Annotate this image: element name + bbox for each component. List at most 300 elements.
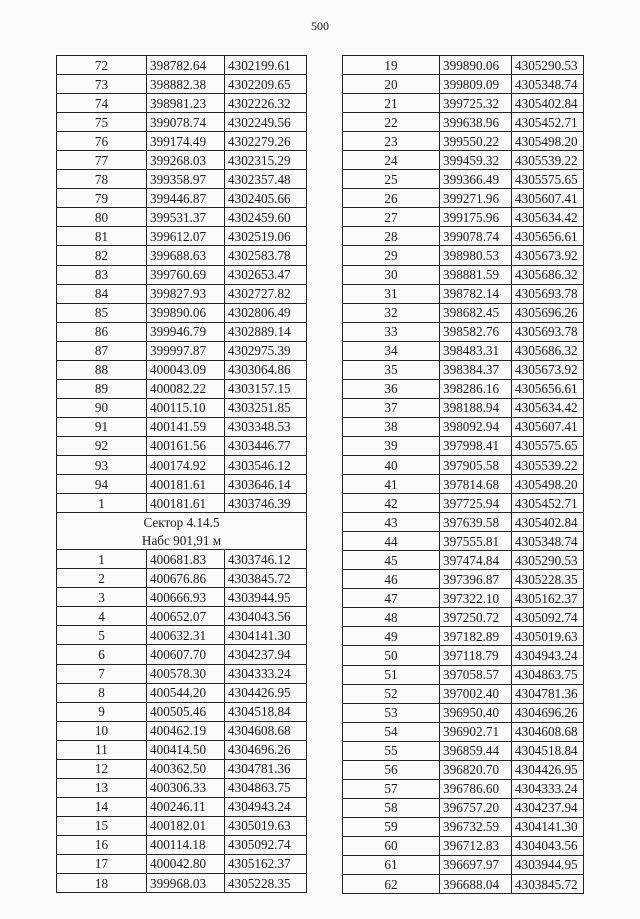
point-number-cell: 50 bbox=[343, 646, 440, 665]
table-row bbox=[57, 683, 307, 702]
table-row bbox=[343, 570, 584, 589]
point-number-cell: 3 bbox=[57, 588, 147, 607]
x-coordinate-cell: 400114.18 bbox=[147, 835, 225, 854]
y-coordinate-cell: 4304781.36 bbox=[512, 684, 584, 703]
table-row bbox=[343, 284, 584, 303]
x-coordinate-cell: 398782.64 bbox=[147, 56, 225, 75]
point-number-cell: 4 bbox=[57, 607, 147, 626]
x-coordinate-cell: 396820.70 bbox=[440, 760, 512, 779]
point-number-cell: 79 bbox=[57, 189, 147, 208]
table-row bbox=[57, 455, 307, 474]
point-number-cell: 17 bbox=[57, 854, 147, 873]
table-row bbox=[57, 569, 307, 588]
y-coordinate-cell: 4303746.39 bbox=[225, 494, 307, 513]
table-row bbox=[57, 132, 307, 151]
y-coordinate-cell: 4305656.61 bbox=[512, 227, 584, 246]
x-coordinate-cell: 399946.79 bbox=[147, 322, 225, 341]
y-coordinate-cell: 4305290.53 bbox=[512, 551, 584, 570]
table-row bbox=[57, 835, 307, 854]
point-number-cell: 24 bbox=[343, 151, 440, 170]
point-number-cell: 7 bbox=[57, 664, 147, 683]
y-coordinate-cell: 4302653.47 bbox=[225, 265, 307, 284]
table-row bbox=[343, 113, 584, 132]
table-row bbox=[343, 151, 584, 170]
x-coordinate-cell: 398782.14 bbox=[440, 284, 512, 303]
section-row bbox=[57, 513, 307, 532]
y-coordinate-cell: 4305162.37 bbox=[512, 589, 584, 608]
table-row bbox=[57, 208, 307, 227]
point-number-cell: 73 bbox=[57, 75, 147, 94]
table-row bbox=[343, 760, 584, 779]
table-row bbox=[343, 189, 584, 208]
table-row bbox=[57, 379, 307, 398]
y-coordinate-cell: 4305539.22 bbox=[512, 455, 584, 474]
x-coordinate-cell: 397555.81 bbox=[440, 532, 512, 551]
x-coordinate-cell: 399358.97 bbox=[147, 170, 225, 189]
point-number-cell: 12 bbox=[57, 759, 147, 778]
point-number-cell: 76 bbox=[57, 132, 147, 151]
y-coordinate-cell: 4303646.14 bbox=[225, 475, 307, 494]
point-number-cell: 46 bbox=[343, 570, 440, 589]
y-coordinate-cell: 4304943.24 bbox=[512, 646, 584, 665]
y-coordinate-cell: 4305092.74 bbox=[225, 835, 307, 854]
point-number-cell: 56 bbox=[343, 760, 440, 779]
y-coordinate-cell: 4304043.56 bbox=[225, 607, 307, 626]
point-number-cell: 83 bbox=[57, 265, 147, 284]
y-coordinate-cell: 4302806.49 bbox=[225, 303, 307, 322]
y-coordinate-cell: 4304518.84 bbox=[225, 702, 307, 721]
table-row bbox=[343, 436, 584, 455]
y-coordinate-cell: 4305402.84 bbox=[512, 94, 584, 113]
x-coordinate-cell: 399078.74 bbox=[440, 227, 512, 246]
y-coordinate-cell: 4302209.65 bbox=[225, 75, 307, 94]
x-coordinate-cell: 396757.20 bbox=[440, 798, 512, 817]
point-number-cell: 16 bbox=[57, 835, 147, 854]
x-coordinate-cell: 397058.57 bbox=[440, 665, 512, 684]
y-coordinate-cell: 4305693.78 bbox=[512, 322, 584, 341]
table-row bbox=[343, 494, 584, 513]
x-coordinate-cell: 399531.37 bbox=[147, 208, 225, 227]
y-coordinate-cell: 4302975.39 bbox=[225, 341, 307, 360]
table-row bbox=[57, 797, 307, 816]
table-row bbox=[343, 322, 584, 341]
x-coordinate-cell: 400174.92 bbox=[147, 455, 225, 474]
x-coordinate-cell: 397118.79 bbox=[440, 646, 512, 665]
table-row bbox=[343, 132, 584, 151]
point-number-cell: 49 bbox=[343, 627, 440, 646]
table-row bbox=[343, 56, 584, 75]
section-subtitle: Набс 901,91 м bbox=[57, 531, 307, 550]
point-number-cell: 9 bbox=[57, 702, 147, 721]
y-coordinate-cell: 4303348.53 bbox=[225, 417, 307, 436]
y-coordinate-cell: 4304518.84 bbox=[512, 741, 584, 760]
x-coordinate-cell: 399638.96 bbox=[440, 113, 512, 132]
x-coordinate-cell: 397182.89 bbox=[440, 627, 512, 646]
table-row bbox=[343, 627, 584, 646]
point-number-cell: 84 bbox=[57, 284, 147, 303]
x-coordinate-cell: 398092.94 bbox=[440, 417, 512, 436]
y-coordinate-cell: 4305656.61 bbox=[512, 379, 584, 398]
point-number-cell: 92 bbox=[57, 436, 147, 455]
y-coordinate-cell: 4302405.66 bbox=[225, 189, 307, 208]
y-coordinate-cell: 4302199.61 bbox=[225, 56, 307, 75]
x-coordinate-cell: 400115.10 bbox=[147, 398, 225, 417]
point-number-cell: 10 bbox=[57, 721, 147, 740]
y-coordinate-cell: 4305673.92 bbox=[512, 246, 584, 265]
table-row bbox=[57, 398, 307, 417]
table-row bbox=[343, 455, 584, 474]
point-number-cell: 36 bbox=[343, 379, 440, 398]
point-number-cell: 42 bbox=[343, 494, 440, 513]
point-number-cell: 94 bbox=[57, 475, 147, 494]
table-row bbox=[343, 75, 584, 94]
point-number-cell: 77 bbox=[57, 151, 147, 170]
table-row bbox=[343, 779, 584, 798]
point-number-cell: 85 bbox=[57, 303, 147, 322]
y-coordinate-cell: 4305634.42 bbox=[512, 208, 584, 227]
x-coordinate-cell: 397474.84 bbox=[440, 551, 512, 570]
point-number-cell: 19 bbox=[343, 56, 440, 75]
y-coordinate-cell: 4304333.24 bbox=[512, 779, 584, 798]
point-number-cell: 61 bbox=[343, 855, 440, 874]
table-row bbox=[343, 246, 584, 265]
y-coordinate-cell: 4305693.78 bbox=[512, 284, 584, 303]
point-number-cell: 54 bbox=[343, 722, 440, 741]
point-number-cell: 38 bbox=[343, 417, 440, 436]
table-row bbox=[343, 703, 584, 722]
x-coordinate-cell: 399725.32 bbox=[440, 94, 512, 113]
table-row bbox=[343, 379, 584, 398]
table-row bbox=[57, 227, 307, 246]
point-number-cell: 44 bbox=[343, 532, 440, 551]
table-row bbox=[57, 94, 307, 113]
table-row bbox=[343, 684, 584, 703]
table-row bbox=[343, 875, 584, 894]
y-coordinate-cell: 4305686.32 bbox=[512, 341, 584, 360]
y-coordinate-cell: 4303157.15 bbox=[225, 379, 307, 398]
y-coordinate-cell: 4305348.74 bbox=[512, 532, 584, 551]
y-coordinate-cell: 4304781.36 bbox=[225, 759, 307, 778]
x-coordinate-cell: 399688.63 bbox=[147, 246, 225, 265]
y-coordinate-cell: 4303944.95 bbox=[512, 855, 584, 874]
y-coordinate-cell: 4305607.41 bbox=[512, 417, 584, 436]
point-number-cell: 81 bbox=[57, 227, 147, 246]
right-table-body bbox=[343, 56, 584, 894]
table-row bbox=[57, 189, 307, 208]
point-number-cell: 23 bbox=[343, 132, 440, 151]
point-number-cell: 40 bbox=[343, 455, 440, 474]
y-coordinate-cell: 4304863.75 bbox=[225, 778, 307, 797]
point-number-cell: 37 bbox=[343, 398, 440, 417]
table-row bbox=[57, 436, 307, 455]
x-coordinate-cell: 397322.10 bbox=[440, 589, 512, 608]
y-coordinate-cell: 4305498.20 bbox=[512, 132, 584, 151]
y-coordinate-cell: 4302727.82 bbox=[225, 284, 307, 303]
point-number-cell: 60 bbox=[343, 836, 440, 855]
table-row bbox=[343, 836, 584, 855]
table-row bbox=[57, 721, 307, 740]
x-coordinate-cell: 399890.06 bbox=[147, 303, 225, 322]
point-number-cell: 59 bbox=[343, 817, 440, 836]
x-coordinate-cell: 399446.87 bbox=[147, 189, 225, 208]
table-row bbox=[57, 322, 307, 341]
table-row bbox=[343, 551, 584, 570]
table-row bbox=[57, 284, 307, 303]
x-coordinate-cell: 399809.09 bbox=[440, 75, 512, 94]
left-coordinates-table bbox=[56, 55, 307, 893]
table-row bbox=[57, 475, 307, 494]
point-number-cell: 13 bbox=[57, 778, 147, 797]
point-number-cell: 21 bbox=[343, 94, 440, 113]
x-coordinate-cell: 399268.03 bbox=[147, 151, 225, 170]
x-coordinate-cell: 396786.60 bbox=[440, 779, 512, 798]
point-number-cell: 41 bbox=[343, 475, 440, 494]
x-coordinate-cell: 399550.22 bbox=[440, 132, 512, 151]
x-coordinate-cell: 397725.94 bbox=[440, 494, 512, 513]
y-coordinate-cell: 4305696.26 bbox=[512, 303, 584, 322]
y-coordinate-cell: 4305228.35 bbox=[512, 570, 584, 589]
point-number-cell: 58 bbox=[343, 798, 440, 817]
x-coordinate-cell: 398882.38 bbox=[147, 75, 225, 94]
y-coordinate-cell: 4304141.30 bbox=[512, 817, 584, 836]
table-row bbox=[57, 588, 307, 607]
table-row bbox=[57, 265, 307, 284]
x-coordinate-cell: 397998.41 bbox=[440, 436, 512, 455]
y-coordinate-cell: 4304696.26 bbox=[512, 703, 584, 722]
point-number-cell: 52 bbox=[343, 684, 440, 703]
table-row bbox=[57, 874, 307, 893]
point-number-cell: 75 bbox=[57, 113, 147, 132]
x-coordinate-cell: 397814.68 bbox=[440, 475, 512, 494]
y-coordinate-cell: 4304943.24 bbox=[225, 797, 307, 816]
y-coordinate-cell: 4304237.94 bbox=[225, 645, 307, 664]
table-row bbox=[57, 75, 307, 94]
point-number-cell: 78 bbox=[57, 170, 147, 189]
table-row bbox=[343, 94, 584, 113]
point-number-cell: 28 bbox=[343, 227, 440, 246]
x-coordinate-cell: 398981.23 bbox=[147, 94, 225, 113]
x-coordinate-cell: 398188.94 bbox=[440, 398, 512, 417]
table-row bbox=[57, 56, 307, 75]
table-row bbox=[343, 513, 584, 532]
x-coordinate-cell: 398286.16 bbox=[440, 379, 512, 398]
x-coordinate-cell: 397639.58 bbox=[440, 513, 512, 532]
table-row bbox=[343, 608, 584, 627]
table-row bbox=[343, 665, 584, 684]
point-number-cell: 47 bbox=[343, 589, 440, 608]
point-number-cell: 8 bbox=[57, 683, 147, 702]
table-row bbox=[57, 170, 307, 189]
x-coordinate-cell: 399968.03 bbox=[147, 874, 225, 893]
x-coordinate-cell: 400414.50 bbox=[147, 740, 225, 759]
x-coordinate-cell: 399271.96 bbox=[440, 189, 512, 208]
point-number-cell: 31 bbox=[343, 284, 440, 303]
table-row bbox=[57, 246, 307, 265]
point-number-cell: 82 bbox=[57, 246, 147, 265]
table-row bbox=[343, 208, 584, 227]
point-number-cell: 18 bbox=[57, 874, 147, 893]
x-coordinate-cell: 400182.01 bbox=[147, 816, 225, 835]
x-coordinate-cell: 400462.19 bbox=[147, 721, 225, 740]
table-row bbox=[57, 702, 307, 721]
table-row bbox=[57, 626, 307, 645]
point-number-cell: 48 bbox=[343, 608, 440, 627]
x-coordinate-cell: 400181.61 bbox=[147, 494, 225, 513]
x-coordinate-cell: 400578.30 bbox=[147, 664, 225, 683]
x-coordinate-cell: 396712.83 bbox=[440, 836, 512, 855]
y-coordinate-cell: 4305575.65 bbox=[512, 436, 584, 455]
x-coordinate-cell: 400042.80 bbox=[147, 854, 225, 873]
point-number-cell: 57 bbox=[343, 779, 440, 798]
point-number-cell: 32 bbox=[343, 303, 440, 322]
y-coordinate-cell: 4304237.94 bbox=[512, 798, 584, 817]
point-number-cell: 5 bbox=[57, 626, 147, 645]
y-coordinate-cell: 4303446.77 bbox=[225, 436, 307, 455]
table-row bbox=[57, 494, 307, 513]
y-coordinate-cell: 4304141.30 bbox=[225, 626, 307, 645]
y-coordinate-cell: 4303251.85 bbox=[225, 398, 307, 417]
point-number-cell: 2 bbox=[57, 569, 147, 588]
x-coordinate-cell: 398881.59 bbox=[440, 265, 512, 284]
table-row bbox=[57, 360, 307, 379]
x-coordinate-cell: 400043.09 bbox=[147, 360, 225, 379]
y-coordinate-cell: 4305539.22 bbox=[512, 151, 584, 170]
x-coordinate-cell: 400666.93 bbox=[147, 588, 225, 607]
x-coordinate-cell: 398384.37 bbox=[440, 360, 512, 379]
y-coordinate-cell: 4304863.75 bbox=[512, 665, 584, 684]
point-number-cell: 27 bbox=[343, 208, 440, 227]
y-coordinate-cell: 4305228.35 bbox=[225, 874, 307, 893]
table-row bbox=[57, 113, 307, 132]
point-number-cell: 90 bbox=[57, 398, 147, 417]
y-coordinate-cell: 4305498.20 bbox=[512, 475, 584, 494]
x-coordinate-cell: 397905.58 bbox=[440, 455, 512, 474]
point-number-cell: 1 bbox=[57, 550, 147, 569]
x-coordinate-cell: 400082.22 bbox=[147, 379, 225, 398]
point-number-cell: 89 bbox=[57, 379, 147, 398]
y-coordinate-cell: 4302519.06 bbox=[225, 227, 307, 246]
point-number-cell: 34 bbox=[343, 341, 440, 360]
table-row bbox=[57, 417, 307, 436]
y-coordinate-cell: 4302889.14 bbox=[225, 322, 307, 341]
y-coordinate-cell: 4305019.63 bbox=[512, 627, 584, 646]
point-number-cell: 80 bbox=[57, 208, 147, 227]
x-coordinate-cell: 399174.49 bbox=[147, 132, 225, 151]
x-coordinate-cell: 399760.69 bbox=[147, 265, 225, 284]
x-coordinate-cell: 399612.07 bbox=[147, 227, 225, 246]
x-coordinate-cell: 397002.40 bbox=[440, 684, 512, 703]
y-coordinate-cell: 4303064.86 bbox=[225, 360, 307, 379]
point-number-cell: 25 bbox=[343, 170, 440, 189]
x-coordinate-cell: 396732.59 bbox=[440, 817, 512, 836]
y-coordinate-cell: 4305402.84 bbox=[512, 513, 584, 532]
y-coordinate-cell: 4302279.26 bbox=[225, 132, 307, 151]
table-row bbox=[57, 778, 307, 797]
point-number-cell: 1 bbox=[57, 494, 147, 513]
y-coordinate-cell: 4305162.37 bbox=[225, 854, 307, 873]
table-row bbox=[57, 341, 307, 360]
table-row bbox=[343, 798, 584, 817]
table-row bbox=[57, 303, 307, 322]
table-row bbox=[343, 646, 584, 665]
y-coordinate-cell: 4305673.92 bbox=[512, 360, 584, 379]
point-number-cell: 91 bbox=[57, 417, 147, 436]
x-coordinate-cell: 396688.04 bbox=[440, 875, 512, 894]
y-coordinate-cell: 4305452.71 bbox=[512, 113, 584, 132]
x-coordinate-cell: 398980.53 bbox=[440, 246, 512, 265]
y-coordinate-cell: 4302583.78 bbox=[225, 246, 307, 265]
x-coordinate-cell: 399078.74 bbox=[147, 113, 225, 132]
point-number-cell: 6 bbox=[57, 645, 147, 664]
point-number-cell: 45 bbox=[343, 551, 440, 570]
point-number-cell: 86 bbox=[57, 322, 147, 341]
x-coordinate-cell: 398582.76 bbox=[440, 322, 512, 341]
table-row bbox=[343, 589, 584, 608]
point-number-cell: 43 bbox=[343, 513, 440, 532]
y-coordinate-cell: 4305092.74 bbox=[512, 608, 584, 627]
y-coordinate-cell: 4305634.42 bbox=[512, 398, 584, 417]
y-coordinate-cell: 4302226.32 bbox=[225, 94, 307, 113]
page-number: 500 bbox=[311, 19, 329, 33]
table-row bbox=[343, 855, 584, 874]
point-number-cell: 72 bbox=[57, 56, 147, 75]
x-coordinate-cell: 400681.83 bbox=[147, 550, 225, 569]
x-coordinate-cell: 400246.11 bbox=[147, 797, 225, 816]
x-coordinate-cell: 400505.46 bbox=[147, 702, 225, 721]
table-row bbox=[343, 360, 584, 379]
point-number-cell: 26 bbox=[343, 189, 440, 208]
point-number-cell: 20 bbox=[343, 75, 440, 94]
table-row bbox=[343, 170, 584, 189]
y-coordinate-cell: 4304608.68 bbox=[512, 722, 584, 741]
x-coordinate-cell: 399175.96 bbox=[440, 208, 512, 227]
x-coordinate-cell: 399997.87 bbox=[147, 341, 225, 360]
y-coordinate-cell: 4305019.63 bbox=[225, 816, 307, 835]
y-coordinate-cell: 4305452.71 bbox=[512, 494, 584, 513]
y-coordinate-cell: 4305575.65 bbox=[512, 170, 584, 189]
section-row bbox=[57, 531, 307, 550]
point-number-cell: 33 bbox=[343, 322, 440, 341]
y-coordinate-cell: 4302357.48 bbox=[225, 170, 307, 189]
x-coordinate-cell: 400632.31 bbox=[147, 626, 225, 645]
x-coordinate-cell: 396859.44 bbox=[440, 741, 512, 760]
right-coordinates-table bbox=[342, 55, 584, 894]
y-coordinate-cell: 4305607.41 bbox=[512, 189, 584, 208]
point-number-cell: 39 bbox=[343, 436, 440, 455]
table-row bbox=[57, 854, 307, 873]
x-coordinate-cell: 400141.59 bbox=[147, 417, 225, 436]
point-number-cell: 30 bbox=[343, 265, 440, 284]
x-coordinate-cell: 396950.40 bbox=[440, 703, 512, 722]
table-row bbox=[343, 532, 584, 551]
y-coordinate-cell: 4302459.60 bbox=[225, 208, 307, 227]
x-coordinate-cell: 400652.07 bbox=[147, 607, 225, 626]
y-coordinate-cell: 4304696.26 bbox=[225, 740, 307, 759]
x-coordinate-cell: 400306.33 bbox=[147, 778, 225, 797]
x-coordinate-cell: 400607.70 bbox=[147, 645, 225, 664]
x-coordinate-cell: 399459.32 bbox=[440, 151, 512, 170]
x-coordinate-cell: 400676.86 bbox=[147, 569, 225, 588]
x-coordinate-cell: 397250.72 bbox=[440, 608, 512, 627]
point-number-cell: 93 bbox=[57, 455, 147, 474]
table-row bbox=[57, 607, 307, 626]
x-coordinate-cell: 400181.61 bbox=[147, 475, 225, 494]
point-number-cell: 22 bbox=[343, 113, 440, 132]
table-row bbox=[57, 664, 307, 683]
section-title: Сектор 4.14.5 bbox=[57, 513, 307, 532]
point-number-cell: 53 bbox=[343, 703, 440, 722]
x-coordinate-cell: 398682.45 bbox=[440, 303, 512, 322]
